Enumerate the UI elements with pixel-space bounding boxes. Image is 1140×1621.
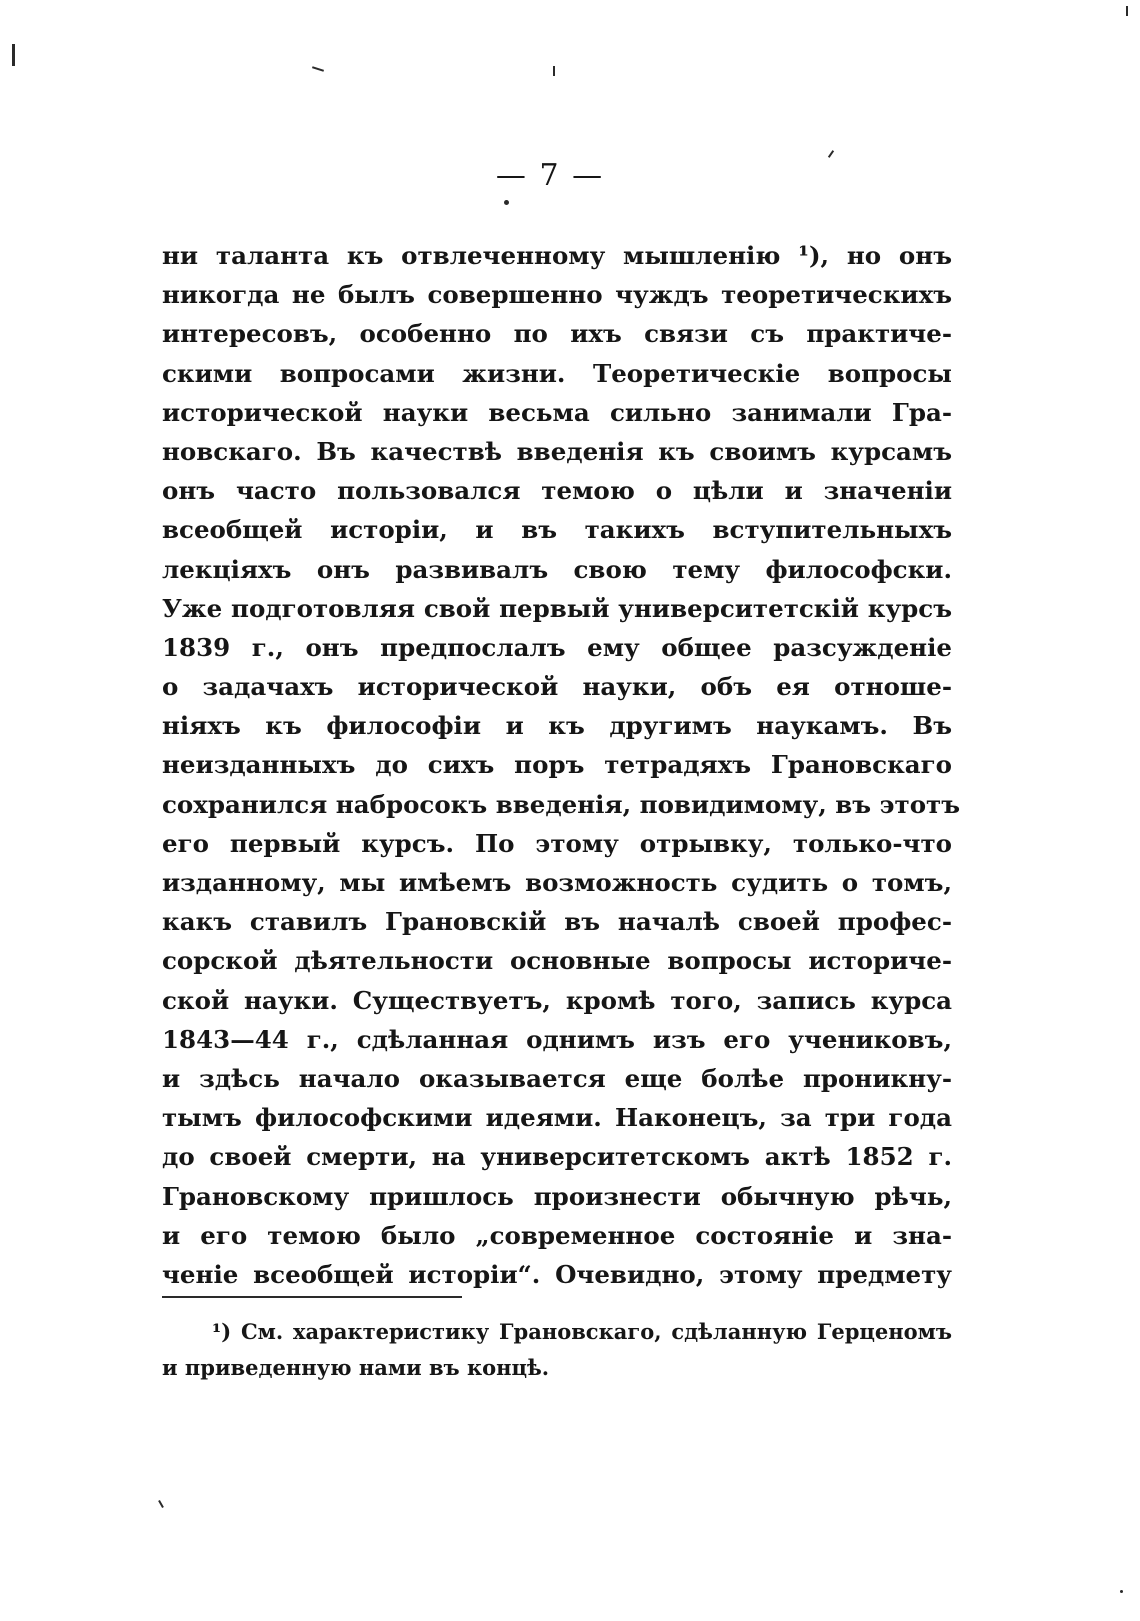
text-line: Грановскому пришлось произнести обычную рѣчь,	[162, 1181, 952, 1211]
footnote-line: и приведенную нами въ концѣ.	[162, 1355, 550, 1380]
page-number: — 7 —	[495, 158, 605, 193]
scan-speck	[312, 66, 324, 72]
text-line: какъ ставилъ Грановскій въ началѣ своей профес-	[162, 907, 952, 937]
text-line: лекціяхъ онъ развивалъ свою тему философски.	[162, 554, 952, 584]
text-line: всеобщей исторіи, и въ такихъ вступительныхъ	[162, 515, 952, 545]
text-line: и его темою было „современное состояніе и зна-	[162, 1220, 952, 1250]
text-line: ни таланта къ отвлеченному мышленію ¹), но онъ	[162, 241, 952, 270]
text-line: никогда не былъ совершенно чуждъ теоретическихъ	[162, 280, 952, 310]
text-line: сорской дѣятельности основные вопросы историче-	[162, 946, 952, 976]
text-line: Уже подготовляя свой первый университетскій курсъ	[162, 593, 952, 623]
scan-speck	[504, 200, 509, 205]
text-line: до своей смерти, на университетскомъ актѣ 1852 г.	[162, 1142, 952, 1172]
scan-speck	[1126, 6, 1128, 16]
scan-speck	[828, 150, 834, 158]
text-line: о задачахъ исторической науки, объ ея отноше-	[162, 672, 952, 702]
text-line: онъ часто пользовался темою о цѣли и значеніи	[162, 476, 952, 506]
text-line: новскаго. Въ качествѣ введенія къ своимъ курсамъ	[162, 436, 952, 466]
text-line: и здѣсь начало оказывается еще болѣе проникну-	[162, 1063, 952, 1093]
text-line: сохранился набросокъ введенія, повидимому, въ этотъ	[162, 789, 961, 819]
text-line: ніяхъ къ философіи и къ другимъ наукамъ. Въ	[162, 711, 952, 741]
text-line: исторической науки весьма сильно занимали Гра-	[162, 397, 952, 427]
scan-speck	[158, 1500, 164, 1508]
text-line: ской науки. Существуетъ, кромѣ того, запись курса	[162, 985, 952, 1015]
text-line: его первый курсъ. По этому отрывку, только-что	[162, 828, 952, 858]
text-line: 1843—44 г., сдѣланная однимъ изъ его учениковъ,	[162, 1024, 952, 1054]
text-line: ченіе всеобщей исторіи“. Очевидно, этому предмету	[162, 1259, 952, 1289]
text-line: интересовъ, особенно по ихъ связи съ практиче-	[162, 319, 952, 349]
footnote-divider	[162, 1296, 462, 1298]
text-line: изданному, мы имѣемъ возможность судить о томъ,	[162, 868, 952, 897]
text-line: скими вопросами жизни. Теоретическіе вопросы	[162, 358, 952, 388]
body-text	[162, 236, 961, 1294]
text-line: 1839 г., онъ предпослалъ ему общее разсужденіе	[162, 632, 952, 662]
text-line: тымъ философскими идеями. Наконецъ, за три года	[162, 1103, 952, 1133]
scan-speck	[1120, 1590, 1123, 1593]
scan-speck	[553, 66, 555, 76]
text-line: неизданныхъ до сихъ поръ тетрадяхъ Грановскаго	[162, 750, 952, 780]
scan-speck	[12, 44, 15, 66]
footnote-line: ¹) См. характеристику Грановскаго, сдѣланную Герценомъ	[212, 1319, 952, 1344]
footnote	[162, 1314, 952, 1386]
